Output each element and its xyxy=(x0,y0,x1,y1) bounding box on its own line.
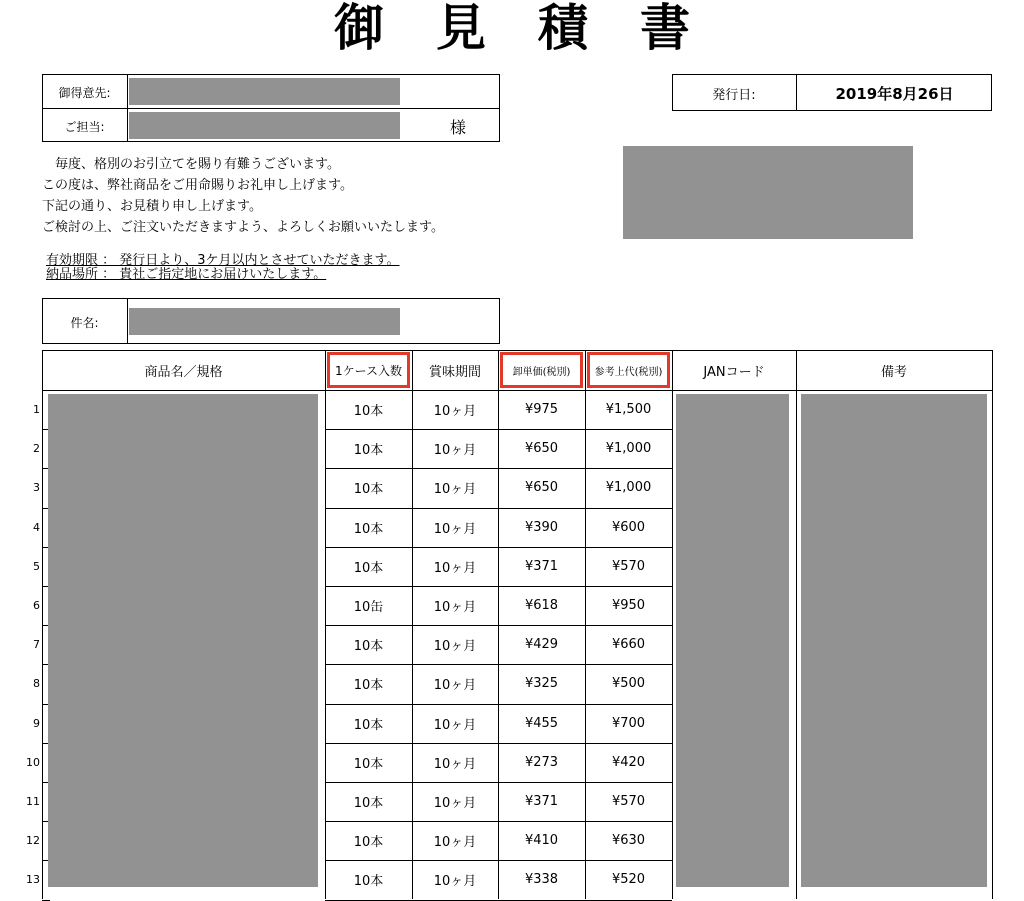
row-number: 8 xyxy=(33,677,40,691)
table-cell-price: ¥371 xyxy=(524,794,559,810)
table-cell-shelf: 10ヶ月 xyxy=(433,404,477,420)
table-cell-retail: ¥600 xyxy=(611,519,646,535)
table-cell-shelf: 10ヶ月 xyxy=(433,560,477,576)
table-cell-shelf: 10ヶ月 xyxy=(433,874,477,890)
table-cell-price: ¥455 xyxy=(524,715,559,731)
row-number: 7 xyxy=(33,638,40,652)
table-cell-shelf: 10ヶ月 xyxy=(433,796,477,812)
subject-redacted xyxy=(129,308,400,335)
table-col-line xyxy=(992,350,993,899)
greeting-line: この度は、弊社商品をご用命賜りお礼申し上げます。 xyxy=(42,178,353,193)
table-row-line xyxy=(325,900,672,901)
customer-label: 御得意先: xyxy=(58,86,111,100)
table-cell-price: ¥338 xyxy=(524,872,559,888)
table-header-0: 商品名／規格 xyxy=(144,364,223,380)
table-cell-qty: 10本 xyxy=(353,874,384,890)
row-number: 6 xyxy=(33,599,40,612)
table-cell-shelf: 10ヶ月 xyxy=(433,678,477,694)
table-cell-qty: 10本 xyxy=(353,717,384,733)
row-number: 10 xyxy=(26,755,40,769)
row-number: 1 xyxy=(33,403,40,416)
greeting-line: ご検討の上、ご注文いただきますよう、よろしくお願いいたします。 xyxy=(42,220,444,235)
table-cell-qty: 10本 xyxy=(353,639,384,655)
subject-divider xyxy=(127,298,128,344)
table-col-line xyxy=(796,350,797,899)
table-cell-qty: 10缶 xyxy=(353,600,384,616)
row-number: 13 xyxy=(26,873,40,887)
table-cell-price: ¥618 xyxy=(524,598,559,614)
table-cell-shelf: 10ヶ月 xyxy=(433,443,477,459)
company-info-redacted xyxy=(623,146,913,239)
product-names-redacted xyxy=(48,394,318,887)
row-number: 4 xyxy=(33,520,40,534)
table-col-line xyxy=(672,350,673,899)
customer-col-divider xyxy=(127,74,128,142)
table-cell-price: ¥390 xyxy=(524,519,559,535)
table-cell-qty: 10本 xyxy=(353,404,384,420)
table-cell-price: ¥650 xyxy=(524,441,559,457)
row-number: 2 xyxy=(33,442,40,456)
delivery-term: 納品場所 ： 貴社ご指定地にお届けいたします。 xyxy=(46,267,327,282)
table-cell-qty: 10本 xyxy=(353,482,384,498)
table-cell-shelf: 10ヶ月 xyxy=(433,482,477,498)
table-cell-price: ¥325 xyxy=(524,676,559,692)
table-header-6: 備考 xyxy=(880,364,907,380)
customer-divider xyxy=(42,108,500,109)
table-cell-retail: ¥1,000 xyxy=(605,441,652,457)
table-cell-retail: ¥420 xyxy=(611,754,646,770)
table-cell-price: ¥650 xyxy=(524,480,559,496)
table-cell-retail: ¥950 xyxy=(611,598,646,614)
table-cell-retail: ¥570 xyxy=(611,558,646,574)
table-header-3: 卸単価(税別) xyxy=(512,366,571,378)
table-cell-qty: 10本 xyxy=(353,835,384,851)
jan-codes-redacted xyxy=(676,394,789,887)
row-number: 12 xyxy=(26,834,40,848)
table-row-line xyxy=(42,900,50,901)
customer-name-redacted xyxy=(129,78,400,105)
honorific: 様 xyxy=(450,118,467,137)
greeting-line: 下記の通り、お見積り申し上げます。 xyxy=(42,199,262,214)
validity-term: 有効期限 ： 発行日より、3ケ月以内とさせていただきます。 xyxy=(46,253,400,268)
table-header-2: 賞味期間 xyxy=(428,364,481,380)
row-number: 5 xyxy=(33,559,40,573)
table-cell-retail: ¥700 xyxy=(611,715,646,731)
issue-date-label: 発行日: xyxy=(712,88,756,103)
table-cell-retail: ¥1,000 xyxy=(605,480,652,496)
greeting-text xyxy=(42,154,444,238)
highlight-box xyxy=(587,352,670,388)
contact-label: ご担当: xyxy=(64,120,105,134)
issue-date-value: 2019年8月26日 xyxy=(835,85,954,103)
subject-label: 件名: xyxy=(70,316,99,330)
table-header-1: 1ケース入数 xyxy=(334,363,403,378)
terms-text xyxy=(46,254,400,282)
table-cell-price: ¥273 xyxy=(524,754,559,770)
table-header-4: 参考上代(税別) xyxy=(594,366,663,378)
table-cell-shelf: 10ヶ月 xyxy=(433,756,477,772)
highlight-box xyxy=(500,352,583,388)
table-header-5: JANコード xyxy=(703,364,765,380)
highlight-box xyxy=(327,352,410,388)
table-cell-qty: 10本 xyxy=(353,443,384,459)
remarks-redacted xyxy=(801,394,987,887)
table-cell-price: ¥410 xyxy=(524,833,559,849)
row-number: 11 xyxy=(26,795,40,808)
table-cell-price: ¥975 xyxy=(524,402,559,418)
table-cell-shelf: 10ヶ月 xyxy=(433,835,477,851)
table-cell-qty: 10本 xyxy=(353,756,384,772)
table-cell-price: ¥429 xyxy=(524,637,559,653)
table-cell-qty: 10本 xyxy=(353,521,384,537)
document-title: 御見積書 xyxy=(334,0,742,57)
table-cell-retail: ¥660 xyxy=(611,637,646,653)
table-cell-qty: 10本 xyxy=(353,678,384,694)
table-cell-shelf: 10ヶ月 xyxy=(433,717,477,733)
table-cell-shelf: 10ヶ月 xyxy=(433,521,477,537)
table-cell-retail: ¥1,500 xyxy=(605,402,652,418)
table-cell-qty: 10本 xyxy=(353,796,384,812)
table-cell-retail: ¥520 xyxy=(611,872,646,888)
table-cell-price: ¥371 xyxy=(524,558,559,574)
row-number: 9 xyxy=(33,716,40,730)
table-cell-retail: ¥630 xyxy=(611,833,646,849)
table-cell-retail: ¥500 xyxy=(611,676,646,692)
table-cell-retail: ¥570 xyxy=(611,794,646,810)
contact-name-redacted xyxy=(129,112,400,139)
table-cell-shelf: 10ヶ月 xyxy=(433,600,477,616)
greeting-line: 毎度、格別のお引立てを賜り有難うございます。 xyxy=(42,157,340,172)
table-cell-qty: 10本 xyxy=(353,560,384,576)
row-number: 3 xyxy=(33,481,40,495)
table-cell-shelf: 10ヶ月 xyxy=(433,639,477,655)
